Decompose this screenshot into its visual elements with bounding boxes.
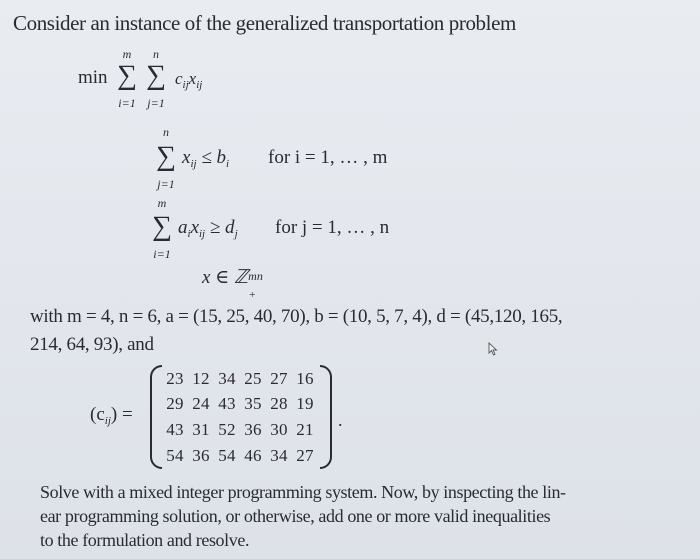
c-sub: ij: [104, 415, 111, 427]
z-sub: +: [249, 289, 256, 301]
matrix-cell: 36: [244, 420, 262, 439]
sum-symbol: ∑: [156, 141, 176, 172]
x-var: x: [190, 217, 199, 238]
sum-lower: j=1: [157, 177, 175, 191]
z-sup: mn: [248, 269, 263, 283]
mouse-cursor-icon: [488, 342, 498, 356]
matrix-cell: 31: [192, 420, 210, 439]
closing-line-3: to the formulation and resolve.: [40, 530, 250, 550]
matrix-row: [162, 420, 318, 440]
matrix-cell: 52: [218, 420, 236, 439]
matrix-cell: 27: [270, 369, 288, 388]
constraint2-range: for j = 1, … , n: [275, 217, 390, 238]
matrix-cell: 54: [218, 446, 236, 465]
matrix-cell: 21: [296, 420, 314, 439]
c-sub: ij: [182, 79, 189, 91]
x-sub: ij: [199, 228, 206, 240]
x-sub: ij: [190, 158, 197, 170]
matrix-cell: 43: [218, 394, 236, 413]
sum-symbol-i: ∑: [117, 60, 137, 91]
intro-text: Consider an instance of the generalized transportation problem: [13, 11, 516, 35]
d-sub: j: [234, 228, 238, 240]
cost-matrix: [150, 365, 332, 469]
sum-upper: m: [157, 196, 167, 210]
min-label: min: [78, 67, 108, 88]
matrix-cell: 29: [166, 394, 184, 413]
leq-b: ≤ b: [196, 147, 226, 168]
geq-d: ≥ d: [205, 217, 235, 238]
matrix-cell: 43: [166, 420, 184, 439]
integrality-constraint: [202, 266, 270, 301]
sum-upper: n: [163, 125, 169, 139]
matrix-cell: 36: [192, 446, 210, 465]
matrix-cell: 25: [244, 369, 262, 388]
right-paren: [320, 365, 332, 469]
equals: ) =: [110, 404, 133, 425]
matrix-cell: 34: [270, 446, 288, 465]
a-var: a: [178, 217, 188, 238]
matrix-cell: 28: [270, 394, 288, 413]
sum-j-upper: n: [153, 47, 159, 61]
matrix-row: [162, 394, 318, 414]
closing-line-2: ear programming solution, or otherwise, add one or more valid inequalities: [40, 506, 551, 526]
matrix-row: [162, 369, 318, 389]
sum-lower: i=1: [153, 247, 171, 261]
sum-i-lower: i=1: [118, 96, 136, 110]
closing-line-1: Solve with a mixed integer programming system. Now, by inspecting the lin-: [40, 482, 566, 502]
matrix-period: .: [338, 410, 343, 430]
matrix-cell: 19: [296, 394, 314, 413]
matrix-row: [162, 446, 318, 466]
matrix-cell: 12: [192, 369, 210, 388]
matrix-cell: 34: [218, 369, 236, 388]
x-in-z: x ∈ ℤ: [202, 267, 249, 288]
c-label: (c: [90, 404, 105, 425]
sum-symbol: ∑: [152, 211, 172, 242]
matrix-cell: 16: [296, 369, 314, 388]
parameters-line-2: 214, 64, 93), and: [30, 334, 154, 355]
parameters-line-1: with m = 4, n = 6, a = (15, 25, 40, 70), b = (10, 5, 7, 4), d = (45,120, 165,: [30, 306, 563, 327]
matrix-cell: 35: [244, 394, 262, 413]
objective-term: [175, 69, 202, 91]
cost-matrix-label: [90, 404, 133, 427]
left-paren: [150, 365, 162, 469]
matrix-cell: 23: [166, 369, 184, 388]
sum-j-lower: j=1: [147, 96, 165, 110]
constraint1-range: for i = 1, … , m: [268, 147, 388, 168]
constraint1-lhs: [182, 147, 229, 170]
x-var: x: [188, 69, 197, 88]
sum-i-upper: m: [122, 47, 132, 61]
x-var: x: [182, 147, 191, 168]
sum-symbol-j: ∑: [146, 60, 166, 91]
matrix-cell: 46: [244, 446, 262, 465]
matrix-cell: 54: [166, 446, 184, 465]
matrix-cell: 27: [296, 446, 314, 465]
a-sub: i: [187, 228, 191, 240]
matrix-cell: 24: [192, 394, 210, 413]
constraint2-lhs: [178, 217, 238, 240]
b-sub: i: [226, 158, 230, 170]
c-var: c: [175, 69, 183, 88]
x-sub: ij: [196, 79, 203, 91]
matrix-cell: 30: [270, 420, 288, 439]
